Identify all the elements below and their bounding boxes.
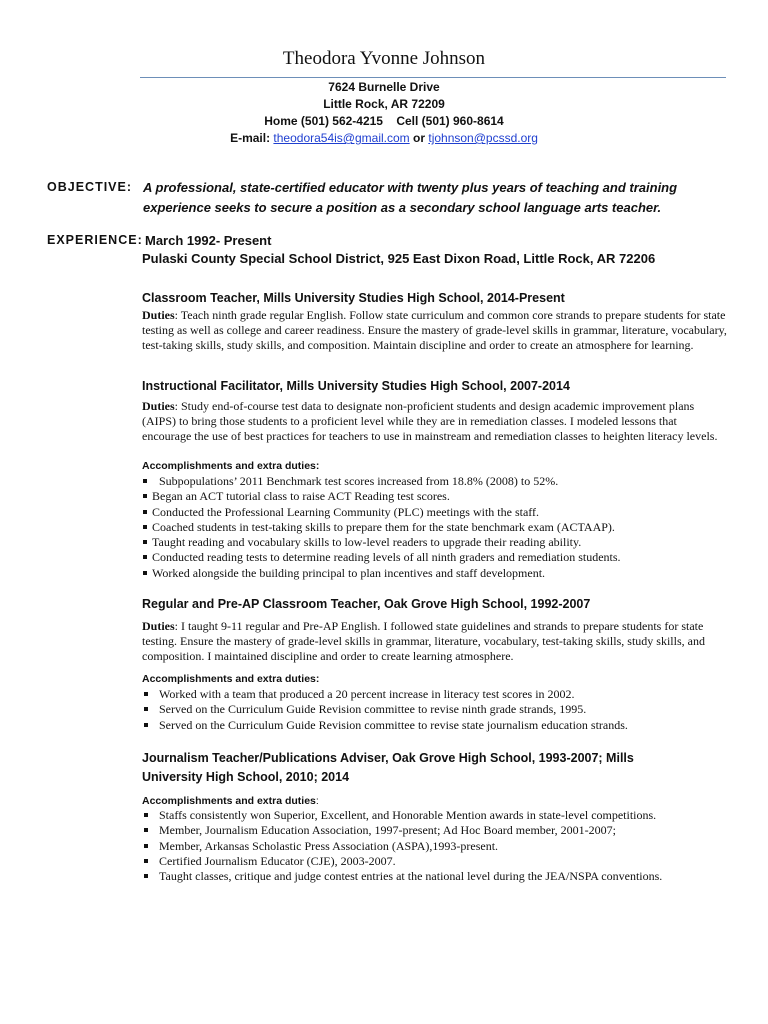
email-label: E-mail: [230, 131, 271, 145]
experience-label: EXPERIENCE: [47, 233, 142, 247]
job-duties-instructional-facilitator: Duties: Study end-of-course test data to designate non-proficient students and design academic improvement plans (AIPS) to bring those students to a proficient level while they are in remediation classes. I modeled lessons that encourage the use of best practices for teachers to use in mainstream and remediation classes to heighten literacy levels. [142, 399, 718, 444]
email-line [0, 130, 768, 147]
accomplishments-list [142, 808, 727, 884]
accomplishments-label: Accomplishments and extra duties: [142, 460, 320, 472]
resume-name: Theodora Yvonne Johnson [282, 48, 486, 69]
job-title-oak-grove-teacher: Regular and Pre-AP Classroom Teacher, Oak Grove High School, 1992-2007 [142, 597, 591, 611]
phone-line: Home (501) 562-4215 Cell (501) 960-8614 [264, 114, 504, 128]
accomplishments-list [142, 687, 727, 733]
list-item: Taught classes, critique and judge contest entries at the national level during the JEA/NSPA conventions. [142, 869, 727, 884]
list-item: Conducted reading tests to determine reading levels of all ninth graders and remediation students. [142, 550, 727, 565]
experience-employer: Pulaski County Special School District, 925 East Dixon Road, Little Rock, AR 72206 [142, 251, 656, 266]
job-title-classroom-teacher: Classroom Teacher, Mills University Studies High School, 2014-Present [142, 291, 565, 305]
job-title-line-1: Journalism Teacher/Publications Adviser, Oak Grove High School, 1993-2007; Mills [142, 751, 634, 765]
address-line-2: Little Rock, AR 72209 [323, 97, 445, 111]
objective-text: A professional, state-certified educator with twenty plus years of teaching and training experience seeks to secure a position as a secondary school language arts teacher. [143, 180, 678, 215]
experience-dates: March 1992- Present [145, 233, 272, 248]
address-line-1: 7624 Burnelle Drive [328, 80, 440, 94]
job-duties-oak-grove-teacher: Duties: I taught 9-11 regular and Pre-AP English. I followed state guidelines and strands to prepare students for state testing. Ensure the mastery of grade-level skills in grammar, literature, vocabulary, test-taking skills, study skills, and composition. I maintained discipline and order to create learning atmosphere. [142, 619, 705, 664]
job-title-instructional-facilitator: Instructional Facilitator, Mills University Studies High School, 2007-2014 [142, 379, 570, 393]
list-item: Conducted the Professional Learning Community (PLC) meetings with the staff. [142, 505, 727, 520]
email-link-work[interactable]: tjohnson@pcssd.org [428, 131, 538, 145]
job-duties-classroom-teacher: Duties: Teach ninth grade regular English. Follow state curriculum and common core strands to prepare students for state testing as well as college and career readiness. Ensure the mastery of grade-level skills in grammar, literature, vocabulary, test-taking skills, study skills, and composition. Maintain discipline and order to create an atmosphere for learning. [142, 308, 727, 353]
email-or: or [413, 131, 426, 145]
list-item: Taught reading and vocabulary skills to low-level readers to upgrade their reading ability. [142, 535, 727, 550]
job-title-journalism-adviser [142, 749, 634, 787]
job-title-line-2: University High School, 2010; 2014 [142, 770, 350, 784]
list-item: Served on the Curriculum Guide Revision committee to revise ninth grade strands, 1995. [142, 702, 727, 717]
list-item: Certified Journalism Educator (CJE), 2003-2007. [142, 854, 727, 869]
list-item: Member, Arkansas Scholastic Press Association (ASPA),1993-present. [142, 839, 727, 854]
contact-block [0, 79, 768, 147]
list-item: Worked with a team that produced a 20 percent increase in literacy test scores in 2002. [142, 687, 727, 702]
list-item: Staffs consistently won Superior, Excellent, and Honorable Mention awards in state-level competitions. [142, 808, 727, 823]
header-divider [140, 77, 726, 78]
list-item: Began an ACT tutorial class to raise ACT Reading test scores. [142, 489, 727, 504]
list-item: Subpopulations’ 2011 Benchmark test scores increased from 18.8% (2008) to 52%. [142, 474, 727, 489]
list-item: Coached students in test-taking skills to prepare them for the state benchmark exam (ACTAAP). [142, 520, 727, 535]
accomplishments-label: Accomplishments and extra duties: [142, 673, 320, 685]
objective-label: OBJECTIVE: [47, 180, 132, 194]
accomplishments-label: Accomplishments and extra duties: [142, 795, 319, 807]
accomplishments-list [142, 474, 727, 581]
list-item: Served on the Curriculum Guide Revision committee to revise state journalism education strands. [142, 718, 727, 733]
email-link-personal[interactable]: theodora54is@gmail.com [273, 131, 410, 145]
list-item: Member, Journalism Education Association, 1997-present; Ad Hoc Board member, 2001-2007; [142, 823, 727, 838]
list-item: Worked alongside the building principal to plan incentives and staff development. [142, 566, 727, 581]
